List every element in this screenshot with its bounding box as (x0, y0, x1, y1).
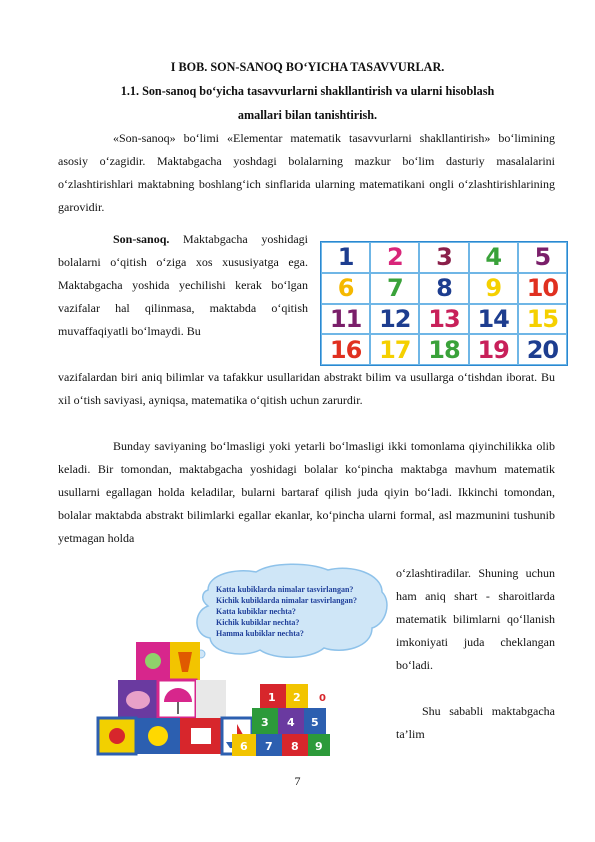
number-cell-16: 16 (321, 334, 370, 365)
number-cell-4: 4 (469, 242, 518, 273)
number-cell-5: 5 (518, 242, 567, 273)
cube-digit-7: 7 (265, 740, 273, 753)
paragraph-intro: «Son-sanoq» bo‘limi «Elementar matematik tasavvurlarni shakllantirish» bo‘limining asosiy o‘zagidir. Maktabgacha yoshdagi bolalarning mazkur bo‘lim dasturiy masalalarini o‘zlashtirishlari maktabning boshlang‘ich sinflarida ularning matematikani ongli o‘zlashtirishlarining garovidir. (58, 131, 555, 215)
cube-digit-8: 8 (291, 740, 299, 753)
cube-digit-5: 5 (311, 716, 319, 729)
cloud-line-2: Kichik kubiklarda nimalar tasvirlangan? (216, 596, 357, 605)
paragraph-son-sanoq-text: Maktabgacha yoshidagi bolalarni o‘qitish o‘ziga xos xususiyatga ega. Maktabgacha yoshida yechilishi kerak bo‘lgan vazifalar hal qilinmasa, maktabda o‘qitish muvaffaqiyatli bo‘lmaydi. Bu (58, 232, 308, 339)
question-cloud (190, 564, 387, 666)
paragraph-son-sanoq-heading: Son-sanoq. (113, 232, 170, 246)
cube-digit-3: 3 (261, 716, 269, 729)
cloud-line-4: Kichik kubiklar nechta? (216, 618, 300, 627)
strawberry-icon (109, 728, 125, 744)
number-cell-18: 18 (419, 334, 468, 365)
number-cell-15: 15 (518, 304, 567, 335)
section-title-line1: 1.1. Son-sanoq bo‘yicha tasavvurlarni shakllantirish va ularni hisoblash (120, 84, 495, 98)
picture-icon (191, 728, 211, 744)
number-cell-11: 11 (321, 304, 370, 335)
cube-digit-4: 4 (287, 716, 295, 729)
big-cube-top (136, 642, 200, 680)
number-cell-9: 9 (469, 273, 518, 304)
number-chart-image (320, 241, 568, 366)
paragraph-son-sanoq-continued: vazifalardan biri aniq bilimlar va tafakkur usullaridan abstrakt bilim va usullarga o‘tishdan iborat. Bu xil o‘tish saviyasi, ayniqsa, matematika o‘qitish uchun zarurdir. (58, 370, 555, 408)
cube-digit-6: 6 (240, 740, 248, 753)
cloud-line-1: Katta kubiklarda nimalar tasvirlangan? (216, 585, 354, 594)
page-number: 7 (294, 774, 301, 788)
number-cell-10: 10 (518, 273, 567, 304)
elephant-icon (126, 691, 150, 709)
number-cell-2: 2 (370, 242, 419, 273)
cube-digit-2: 2 (293, 691, 301, 704)
number-cell-20: 20 (518, 334, 567, 365)
flower-icon (145, 653, 161, 669)
big-cube-middle (118, 680, 226, 718)
number-cell-7: 7 (370, 273, 419, 304)
number-cell-13: 13 (419, 304, 468, 335)
cloud-line-5: Hamma kubiklar nechta? (216, 629, 304, 638)
paragraph-difficulties: Bunday saviyaning bo‘lmasligi yoki yetarli bo‘lmasligi ikki tomonlama qiyinchilikka olib keladi. Bir tomondan, maktabgacha yoshidagi bolalar ko‘pincha maktabga mavhum matematik usullarni egallagan holda keladilar, bularni bartaraf qilish juda qiyin bo‘ladi. Ikkinchi tomondan, bolalar maktabda abstrakt bilimlarki egallar ekanlar, ko‘pincha ularni formal, asl mazmunini tushunib yetmagan holda (58, 439, 555, 546)
paragraph-side-text-2: Shu sababli maktabgacha ta’lim (396, 704, 555, 742)
number-cell-1: 1 (321, 242, 370, 273)
cube-digit-9: 9 (315, 740, 323, 753)
number-cell-6: 6 (321, 273, 370, 304)
paragraph-side-text: o‘zlashtiradilar. Shuning uchun ham aniq shart - sharoitlarda matematik bilimlarni qo‘llanish imkoniyati juda cheklangan bo‘ladi. (396, 566, 555, 673)
cubes-illustration (96, 562, 392, 757)
number-cell-14: 14 (469, 304, 518, 335)
cube-digit-1: 1 (268, 691, 276, 704)
number-cell-3: 3 (419, 242, 468, 273)
number-cell-17: 17 (370, 334, 419, 365)
number-cell-8: 8 (419, 273, 468, 304)
paragraph-son-sanoq (58, 228, 308, 343)
big-cube-bottom (98, 718, 252, 754)
cube-digit-0: 0 (319, 693, 326, 704)
chapter-title: I BOB. SON-SANOQ BO‘YICHA TASAVVURLAR. (170, 60, 445, 74)
section-title-line2: amallari bilan tanishtirish. (237, 108, 378, 122)
cloud-line-3: Katta kubiklar nechta? (216, 607, 296, 616)
number-cell-12: 12 (370, 304, 419, 335)
sun-icon (148, 726, 168, 746)
number-cell-19: 19 (469, 334, 518, 365)
